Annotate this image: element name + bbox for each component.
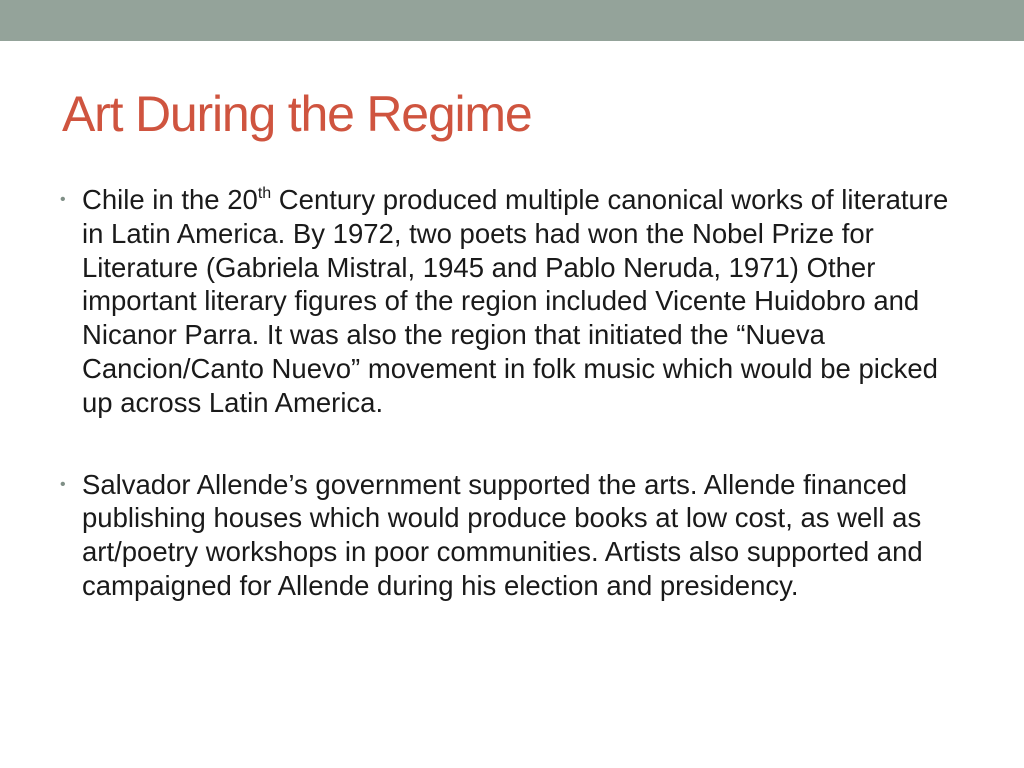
- bullet-item: [60, 183, 965, 420]
- superscript-th: th: [257, 185, 272, 202]
- bullet-dot-icon: •: [60, 475, 66, 493]
- bullet-dot-icon: •: [60, 191, 66, 208]
- bullet-text-part: Century produced multiple canonical works of literature in Latin America. By 1972, two poets had won the Nobel Prize for Literature (Gabriela Mistral, 1945 and Pablo Neruda, 1971) Other important literary figures of the region included Vicente Huidobro and Nicanor Parra. It was also the region that initiated the “Nueva Cancion/Canto Nuevo” movement in folk music which would be picked up across Latin America.: [82, 184, 949, 418]
- top-accent-bar: [0, 0, 1024, 41]
- bullet-list: [60, 183, 965, 603]
- bullet-item: [60, 468, 965, 603]
- bullet-text: Salvador Allende’s government supported the arts. Allende financed publishing houses which would produce books at low cost, as well as art/poetry workshops in poor communities. Artists also supported and campaigned for Allende during his election and presidency.: [82, 468, 923, 601]
- bullet-text: [82, 183, 965, 420]
- slide-title: Art During the Regime: [62, 86, 532, 142]
- bullet-text-part: Chile in the 20: [82, 184, 258, 215]
